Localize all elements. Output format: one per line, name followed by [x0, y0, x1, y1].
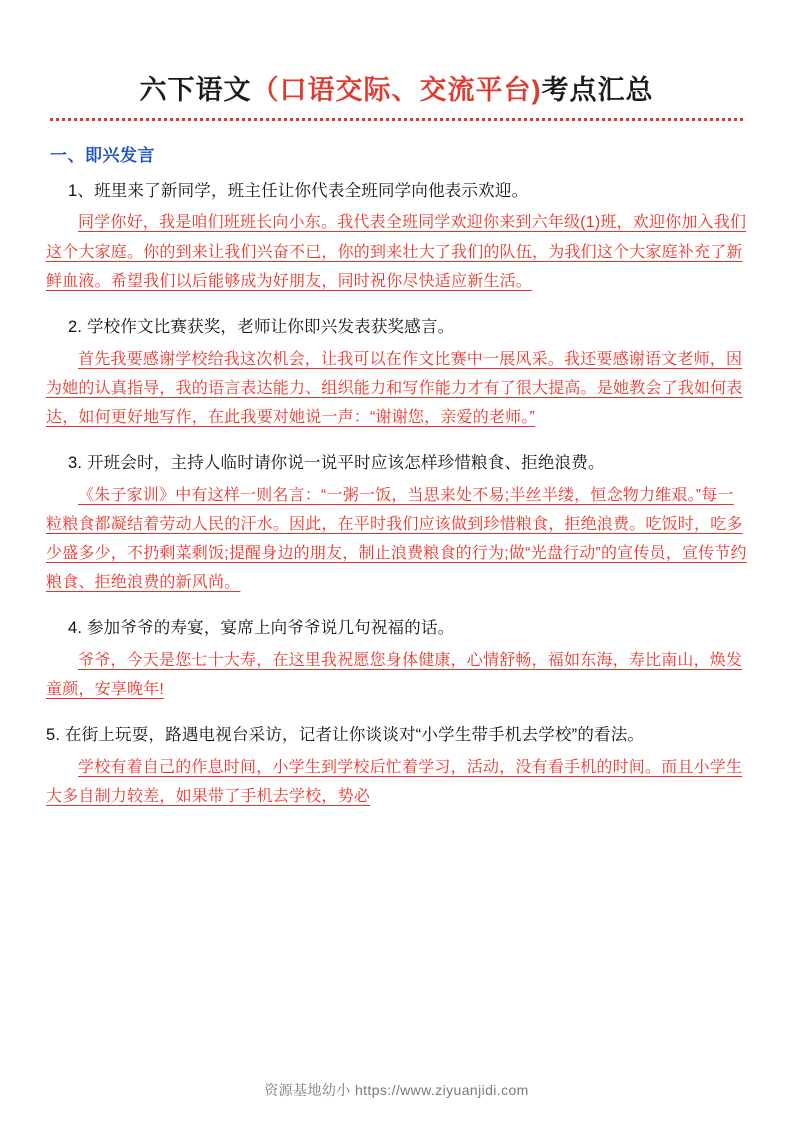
- answer-text: [46, 646, 747, 704]
- answer-underlined: 首先我要感谢学校给我这次机会，让我可以在作文比赛中一展风采。我还要感谢语文老师，因为她的认真指导，我的语言表达能力、组织能力和写作能力才有了很大提高。是她教会了我如何表达，如何更好地写作，在此我要对她说一声：“谢谢您，亲爱的老师。”: [46, 350, 743, 426]
- qa-item-5: [46, 722, 747, 811]
- answer-text: [46, 753, 747, 811]
- answer-underlined: 《朱子家训》中有这样一则名言：“一粥一饭，当思来处不易;半丝半缕，恒念物力维艰。”每一粒粮食都凝结着劳动人民的汗水。因此，在平时我们应该做到珍惜粮食，拒绝浪费。吃饭时，吃多少盛多少，不扔剩菜剩饭;提醒身边的朋友，制止浪费粮食的行为;做“光盘行动”的宣传员，宣传节约粮食、拒绝浪费的新风尚。: [46, 486, 747, 591]
- question-text: 5. 在街上玩耍，路遇电视台采访，记者让你谈谈对“小学生带手机去学校”的看法。: [46, 725, 645, 744]
- question-text: 3. 开班会时，主持人临时请你说一说平时应该怎样珍惜粮食、拒绝浪费。: [68, 453, 605, 472]
- qa-item-3: [46, 450, 747, 597]
- answer-text: [46, 208, 747, 295]
- section-heading: 一、即兴发言: [50, 145, 155, 165]
- title-part-3: 考点汇总: [541, 75, 654, 105]
- question-text: 1、班里来了新同学，班主任让你代表全班同学向他表示欢迎。: [68, 181, 529, 200]
- answer-underlined: 同学你好，我是咱们班班长向小东。我代表全班同学欢迎你来到六年级(1)班，欢迎你加入我们这个大家庭。你的到来让我们兴奋不已，你的到来壮大了我们的队伍，为我们这个大家庭补充了新鲜血液。希望我们以后能够成为好朋友，同时祝你尽快适应新生活。: [46, 214, 747, 290]
- qa-item-2: [46, 314, 747, 432]
- title-divider: [50, 118, 743, 121]
- question-text: 2. 学校作文比赛获奖，老师让你即兴发表获奖感言。: [68, 317, 455, 336]
- answer-text: [46, 345, 747, 432]
- answer-underlined: 学校有着自己的作息时间，小学生到学校后忙着学习，活动，没有看手机的时间。而且小学生大多自制力较差，如果带了手机去学校，势必: [46, 758, 743, 805]
- answer-underlined: 爷爷，今天是您七十大寿，在这里我祝愿您身体健康，心情舒畅，福如东海，寿比南山，焕发童颜，安享晚年!: [46, 651, 743, 698]
- page-title: [46, 74, 747, 108]
- title-part-2: （口语交际、交流平台): [251, 75, 542, 105]
- footer-watermark: 资源基地幼小 https://www.ziyuanjidi.com: [264, 1082, 529, 1098]
- title-part-1: 六下语文: [139, 75, 252, 105]
- question-text: 4. 参加爷爷的寿宴，宴席上向爷爷说几句祝福的话。: [68, 619, 455, 637]
- qa-item-4: [46, 615, 747, 704]
- answer-text: [46, 481, 747, 597]
- qa-item-1: [46, 178, 747, 296]
